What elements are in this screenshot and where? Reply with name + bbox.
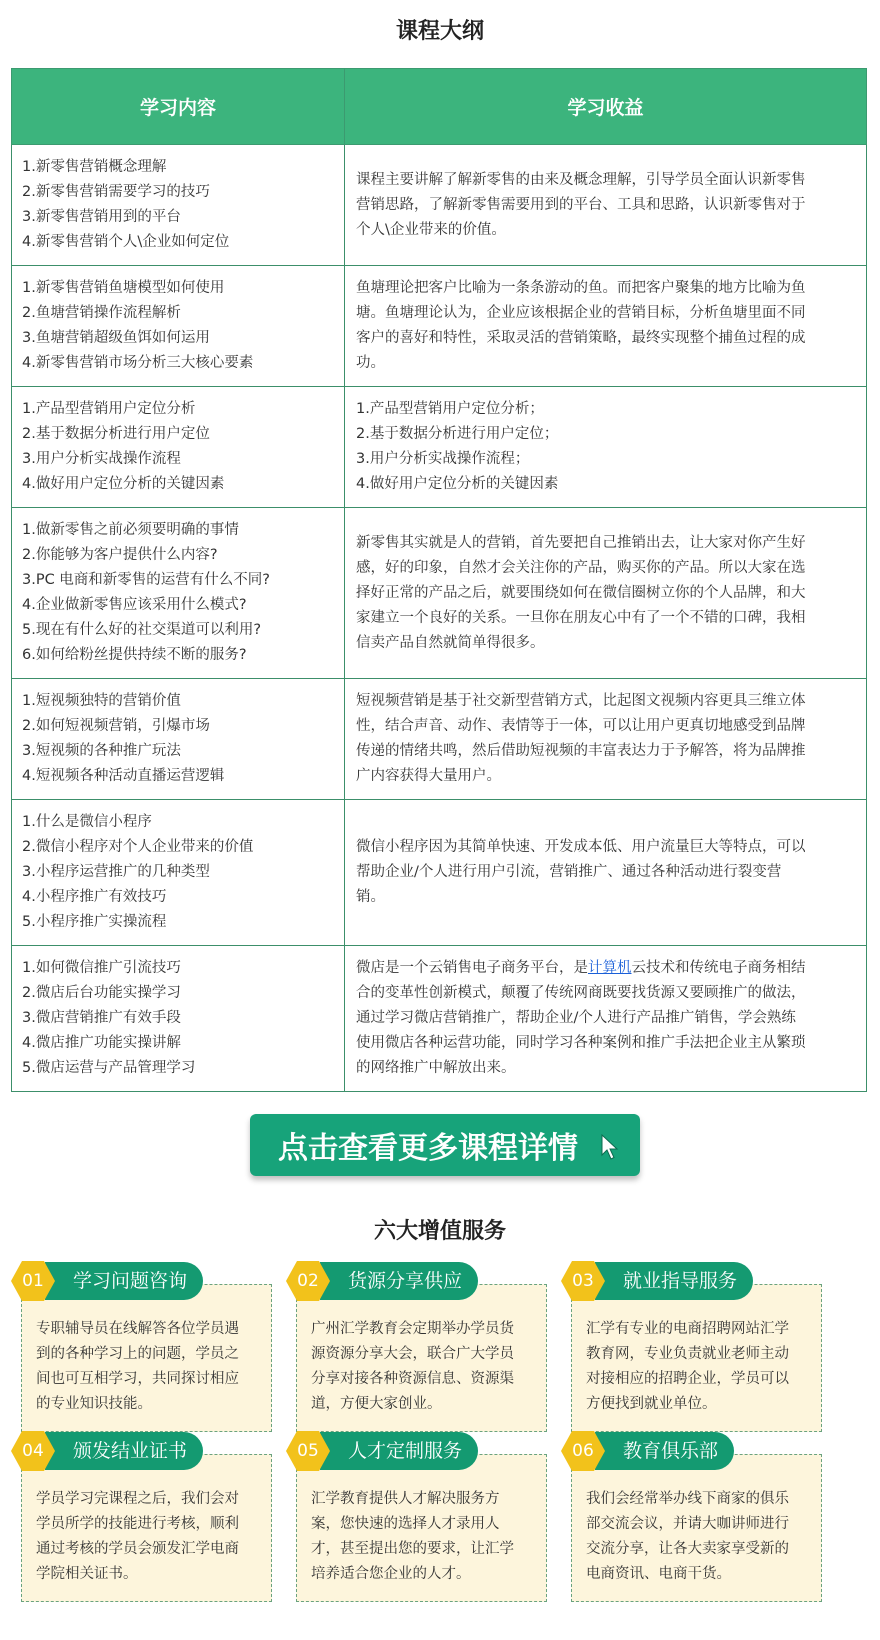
table-row (12, 387, 867, 508)
benefit-line: 1.产品型营销用户定位分析； (356, 401, 544, 417)
benefit-text: 微店是一个云销售电子商务平台，是 (356, 960, 588, 976)
service-number-badge (285, 1430, 331, 1472)
content-line: 4.新零售营销市场分析三大核心要素 (22, 355, 254, 371)
service-description (571, 1284, 822, 1432)
service-card (10, 1432, 272, 1604)
service-title: 就业指导服务 (595, 1262, 753, 1300)
service-text-line: 教育网，专业负责就业老师主动 (586, 1346, 789, 1362)
service-number: 01 (22, 1271, 44, 1291)
content-line: 1.如何微信推广引流技巧 (22, 960, 181, 976)
benefit-line: 鱼塘理论把客户比喻为一条条游动的鱼。而把客户聚集的地方比喻为鱼 (356, 280, 806, 296)
content-line: 1.新零售营销鱼塘模型如何使用 (22, 280, 225, 296)
service-text-line: 我们会经常举办线下商家的俱乐 (586, 1491, 789, 1507)
service-text-line: 电商资讯、电商干货。 (586, 1566, 731, 1582)
table-row (12, 266, 867, 387)
service-text-line: 的专业知识技能。 (36, 1396, 152, 1412)
service-description (296, 1284, 547, 1432)
service-text-line: 学员所学的技能进行考核，顺利 (36, 1516, 239, 1532)
service-text-line: 汇学有专业的电商招聘网站汇学 (586, 1321, 789, 1337)
benefit-line: 新零售其实就是人的营销，首先要把自己推销出去，让大家对你产生好 (356, 534, 806, 551)
content-line: 2.新零售营销需要学习的技巧 (22, 184, 210, 200)
content-line: 3.短视频的各种推广玩法 (22, 743, 181, 759)
table-row (12, 145, 867, 266)
cursor-icon (600, 1134, 620, 1160)
service-card (560, 1432, 822, 1604)
benefit-line: 择好正常的产品之后，就要围绕如何在微信圈树立你的个人品牌，和大 (356, 584, 806, 601)
benefit-line: 功。 (356, 355, 385, 371)
service-title: 货源分享供应 (320, 1262, 478, 1300)
content-cell (12, 800, 345, 946)
service-text-line: 案，您快速的选择人才录用人 (311, 1516, 500, 1532)
benefit-line: 合的变革性创新模式，颠覆了传统网商既要找货源又要顾推广的做法， (356, 985, 806, 1001)
benefit-line: 传递的情绪共鸣，然后借助短视频的丰富表达力于予解答，将为品牌推 (356, 743, 806, 759)
benefit-line (356, 956, 856, 981)
content-line: 3.鱼塘营销超级鱼饵如何运用 (22, 330, 210, 346)
benefit-line: 的网络推广中解放出来。 (356, 1060, 516, 1076)
service-text-line: 汇学教育提供人才解决服务方 (311, 1491, 500, 1507)
service-title: 颁发结业证书 (45, 1432, 203, 1470)
content-line: 1.短视频独特的营销价值 (22, 693, 181, 709)
content-cell (12, 946, 345, 1092)
service-number: 06 (572, 1441, 594, 1461)
service-card (10, 1262, 272, 1434)
computer-link[interactable]: 计算机 (588, 960, 632, 976)
service-text-line: 才，甚至提出您的要求，让汇学 (311, 1541, 514, 1557)
benefit-text: 云技术和传统电子商务相结 (631, 960, 806, 976)
service-number-badge (10, 1260, 56, 1302)
service-text-line: 交流分享，让各大卖家享受新的 (586, 1541, 789, 1557)
content-line: 3.用户分析实战操作流程 (22, 451, 181, 467)
benefit-line: 塘。鱼塘理论认为，企业应该根据企业的营销目标，分析鱼塘里面不同 (356, 305, 806, 321)
benefit-line: 通过学习微店营销推广，帮助企业/个人进行产品推广销售，学会熟练 (356, 1010, 796, 1026)
content-cell (12, 508, 345, 679)
table-row (12, 946, 867, 1092)
content-line: 5.小程序推广实操流程 (22, 914, 167, 930)
service-number: 05 (297, 1441, 319, 1461)
content-line: 2.微店后台功能实操学习 (22, 985, 181, 1001)
benefit-cell (345, 266, 867, 387)
content-cell (12, 266, 345, 387)
service-number: 02 (297, 1271, 319, 1291)
service-number-badge (560, 1260, 606, 1302)
content-line: 6.如何给粉丝提供持续不断的服务? (22, 647, 247, 663)
content-line: 1.产品型营销用户定位分析 (22, 401, 196, 417)
service-number-badge (10, 1430, 56, 1472)
outline-header-row (12, 69, 867, 145)
service-text-line: 间也可互相学习，共同探讨相应 (36, 1371, 239, 1387)
content-line: 4.企业做新零售应该采用什么模式? (22, 597, 247, 613)
content-line: 3.PC 电商和新零售的运营有什么不同? (22, 572, 271, 588)
content-line: 3.小程序运营推广的几种类型 (22, 864, 210, 880)
benefit-cell (345, 800, 867, 946)
service-card (560, 1262, 822, 1434)
benefit-line: 微信小程序因为其简单快速、开发成本低、用户流量巨大等特点，可以 (356, 839, 806, 855)
benefit-line: 使用微店各种运营功能，同时学习各种案例和推广手法把企业主从繁琐 (356, 1035, 806, 1051)
content-line: 2.鱼塘营销操作流程解析 (22, 305, 181, 321)
content-line: 3.新零售营销用到的平台 (22, 209, 181, 225)
benefit-line: 营销思路，了解新零售需要用到的平台、工具和思路，认识新零售对于 (356, 196, 806, 213)
service-card (285, 1262, 547, 1434)
content-cell (12, 679, 345, 800)
content-line: 1.新零售营销概念理解 (22, 159, 167, 175)
benefit-cell (345, 679, 867, 800)
service-text-line: 源资源分享大会，联合广大学员 (311, 1346, 514, 1362)
service-text-line: 道，方便大家创业。 (311, 1396, 442, 1412)
table-row (12, 508, 867, 679)
benefit-line: 短视频营销是基于社交新型营销方式，比起图文视频内容更具三维立体 (356, 693, 806, 709)
benefit-line: 性，结合声音、动作、表情等于一体，可以让用户更真切地感受到品牌 (356, 718, 806, 734)
service-number-badge (560, 1430, 606, 1472)
benefit-line: 2.基于数据分析进行用户定位； (356, 426, 559, 442)
service-number: 03 (572, 1271, 594, 1291)
service-text-line: 培养适合您企业的人才。 (311, 1566, 471, 1582)
benefit-line: 信卖产品自然就简单得很多。 (356, 634, 545, 651)
benefit-cell (345, 508, 867, 679)
content-line: 2.你能够为客户提供什么内容? (22, 547, 218, 563)
header-benefit: 学习收益 (345, 69, 867, 145)
service-text-line: 通过考核的学员会颁发汇学电商 (36, 1541, 239, 1557)
service-text-line: 专职辅导员在线解答各位学员遇 (36, 1321, 239, 1337)
content-line: 5.微店运营与产品管理学习 (22, 1060, 196, 1076)
content-line: 4.短视频各种活动直播运营逻辑 (22, 768, 225, 784)
outline-table (11, 68, 867, 1092)
benefit-line: 帮助企业/个人进行用户引流，营销推广、通过各种活动进行裂变营 (356, 864, 782, 880)
service-description (21, 1284, 272, 1432)
benefit-line: 个人\企业带来的价值。 (356, 221, 506, 238)
service-description (296, 1454, 547, 1602)
benefit-line: 3.用户分析实战操作流程； (356, 451, 530, 467)
service-number: 04 (22, 1441, 44, 1461)
service-description (571, 1454, 822, 1602)
service-description (21, 1454, 272, 1602)
benefit-line: 感，好的印象，自然才会关注你的产品，购买你的产品。所以大家在选 (356, 559, 806, 576)
benefit-line: 4.做好用户定位分析的关键因素 (356, 476, 559, 492)
benefit-cell (345, 387, 867, 508)
service-title: 教育俱乐部 (595, 1432, 734, 1470)
content-line: 4.做好用户定位分析的关键因素 (22, 476, 225, 492)
content-line: 2.基于数据分析进行用户定位 (22, 426, 210, 442)
benefit-line: 销。 (356, 889, 385, 905)
service-text-line: 方便找到就业单位。 (586, 1396, 717, 1412)
benefit-line: 家建立一个良好的关系。一旦你在朋友心中有了一个不错的口碑，我相 (356, 609, 806, 626)
benefit-line: 广内容获得大量用户。 (356, 768, 501, 784)
content-line: 2.如何短视频营销，引爆市场 (22, 718, 210, 734)
service-text-line: 分享对接各种资源信息、资源渠 (311, 1371, 514, 1387)
service-text-line: 广州汇学教育会定期举办学员货 (311, 1321, 514, 1337)
service-text-line: 部交流会议，并请大咖讲师进行 (586, 1516, 789, 1532)
content-line: 4.新零售营销个人\企业如何定位 (22, 234, 230, 250)
benefit-line: 客户的喜好和特性，采取灵活的营销策略，最终实现整个捕鱼过程的成 (356, 330, 806, 346)
table-row (12, 679, 867, 800)
content-line: 5.现在有什么好的社交渠道可以利用? (22, 622, 262, 638)
benefit-cell (345, 946, 867, 1092)
content-line: 2.微信小程序对个人企业带来的价值 (22, 839, 254, 855)
service-text-line: 对接相应的招聘企业，学员可以 (586, 1371, 789, 1387)
content-line: 1.什么是微信小程序 (22, 814, 152, 830)
service-card (285, 1432, 547, 1604)
service-title: 人才定制服务 (320, 1432, 478, 1470)
more-details-label: 点击查看更多课程详情 (278, 1131, 578, 1166)
service-number-badge (285, 1260, 331, 1302)
services-title: 六大增值服务 (373, 1219, 506, 1244)
content-line: 4.小程序推广有效技巧 (22, 889, 167, 905)
content-line: 3.微店营销推广有效手段 (22, 1010, 181, 1026)
service-title: 学习问题咨询 (45, 1262, 203, 1300)
more-details-button[interactable] (250, 1114, 640, 1176)
table-row (12, 800, 867, 946)
header-content: 学习内容 (12, 69, 345, 145)
outline-title: 课程大纲 (395, 19, 484, 44)
service-text-line: 学院相关证书。 (36, 1566, 138, 1582)
service-text-line: 到的各种学习上的问题，学员之 (36, 1346, 239, 1362)
service-text-line: 学员学习完课程之后，我们会对 (36, 1491, 239, 1507)
benefit-line: 课程主要讲解了解新零售的由来及概念理解，引导学员全面认识新零售 (356, 171, 806, 188)
content-line: 4.微店推广功能实操讲解 (22, 1035, 181, 1051)
content-cell (12, 145, 345, 266)
content-line: 1.做新零售之前必须要明确的事情 (22, 522, 239, 538)
benefit-cell (345, 145, 867, 266)
content-cell (12, 387, 345, 508)
